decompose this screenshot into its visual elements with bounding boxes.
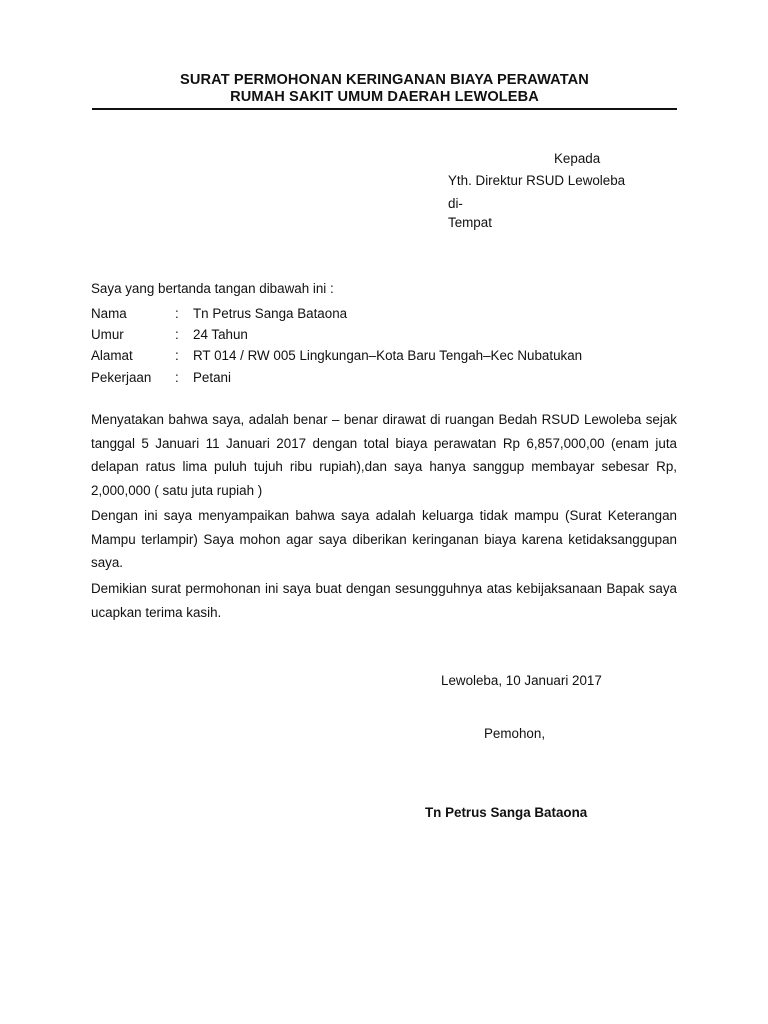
identity-colon: : — [175, 327, 179, 342]
identity-value: Tn Petrus Sanga Bataona — [193, 306, 348, 321]
recipient-yth: Yth. Direktur RSUD Lewoleba — [448, 173, 626, 188]
identity-value: 24 Tahun — [193, 327, 248, 342]
paragraph-request: Dengan ini saya menyampaikan bahwa saya adalah keluarga tidak mampu (Surat Keterangan Mampu terlampir) Saya mohon agar saya diberikan keringanan biaya karena ketidaksanggupan saya. — [91, 508, 677, 570]
identity-value: RT 014 / RW 005 Lingkungan–Kota Baru Tengah–Kec Nubatukan — [193, 348, 583, 363]
intro-text: Saya yang bertanda tangan dibawah ini : — [91, 281, 334, 296]
identity-colon: : — [175, 348, 179, 363]
identity-label: Umur — [91, 327, 124, 342]
title-underline — [92, 108, 677, 110]
identity-label: Alamat — [91, 348, 133, 363]
identity-label: Pekerjaan — [91, 370, 152, 385]
paragraph-closing: Demikian surat permohonan ini saya buat dengan sesungguhnya atas kebijaksanaan Bapak saya ucapkan terima kasih. — [91, 581, 677, 620]
title-line-2: RUMAH SAKIT UMUM DAERAH LEWOLEBA — [230, 89, 539, 105]
place-date: Lewoleba, 10 Januari 2017 — [441, 673, 602, 688]
identity-label: Nama — [91, 306, 127, 321]
signer-name: Tn Petrus Sanga Bataona — [425, 805, 588, 820]
title-line-1: SURAT PERMOHONAN KERINGANAN BIAYA PERAWATAN — [180, 72, 589, 88]
recipient-di: di- — [448, 196, 463, 211]
letter-title — [92, 72, 677, 106]
identity-colon: : — [175, 370, 179, 385]
pemohon-label: Pemohon, — [484, 726, 546, 741]
recipient-tempat: Tempat — [448, 215, 492, 230]
identity-colon: : — [175, 306, 179, 321]
recipient-kepada: Kepada — [554, 151, 601, 166]
paragraph-statement: Menyatakan bahwa saya, adalah benar – benar dirawat di ruangan Bedah RSUD Lewoleba sejak tanggal 5 Januari 11 Januari 2017 dengan total biaya perawatan Rp 6,857,000,00 (enam juta delapan ratus lima puluh tujuh ribu rupiah),dan saya hanya sanggup membayar sebesar Rp, 2,000,000 ( satu juta rupiah ) — [91, 412, 677, 498]
identity-value: Petani — [193, 370, 231, 385]
